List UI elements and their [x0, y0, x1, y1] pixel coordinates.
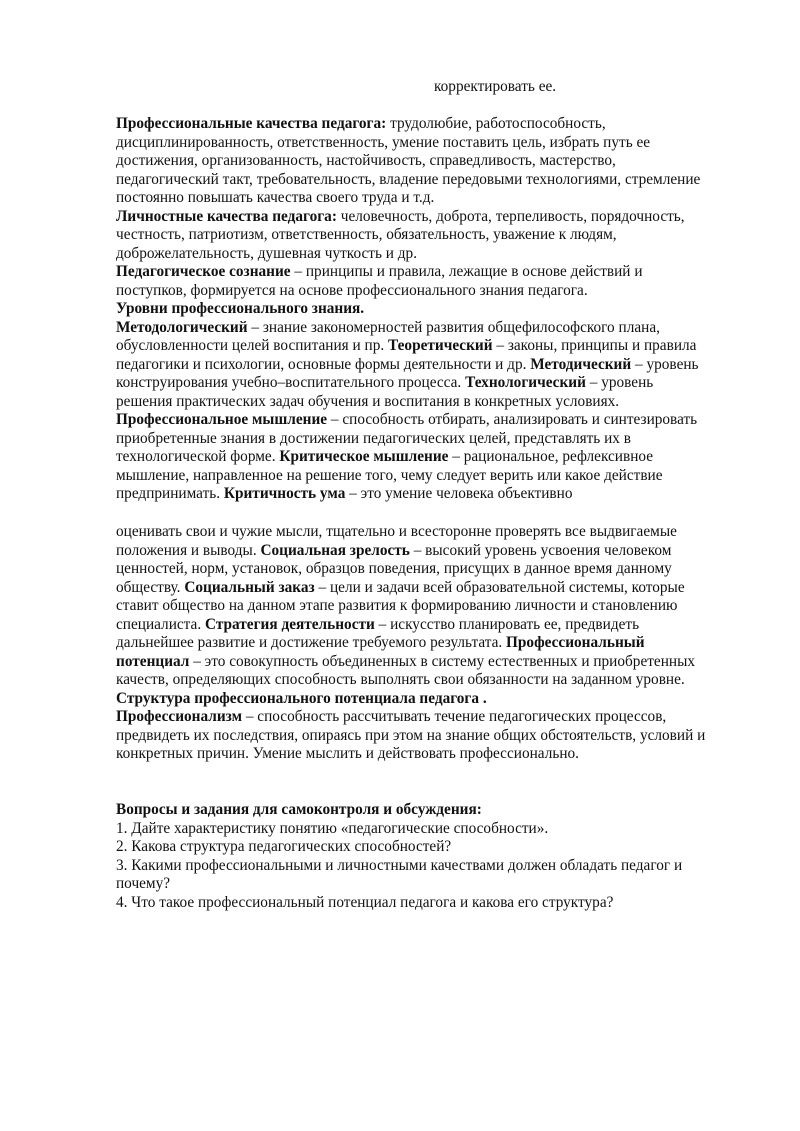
line-text: оценивать свои и чужие мысли, тщательно и всесторонне проверять все выдвигаемые [116, 523, 677, 540]
line-text: обусловленности целей воспитания и пр. [116, 337, 389, 354]
text-line [116, 690, 756, 709]
question-item: 1. Дайте характеристику понятию «педагогические способности». [116, 819, 549, 837]
line-text: качеств, определяющих способность выполнять свои обязанности на заданном уровне. [116, 671, 685, 688]
questions-heading: Вопросы и задания для самоконтроля и обсуждения: [116, 801, 482, 818]
line-text: доброжелательность, душевная чуткость и др. [116, 244, 418, 262]
text-line [116, 356, 756, 375]
line-text: – законы, принципы и правила [492, 337, 697, 354]
text-line [116, 208, 756, 227]
text-line [116, 560, 756, 579]
line-text: приобретенные знания в достижении педагогических целей, представлять их в [116, 429, 631, 447]
bold-term: Структура профессионального потенциала педагога . [116, 689, 487, 707]
line-text: – способность рассчитывать течение педагогических процессов, [242, 708, 667, 725]
text-line [116, 263, 756, 282]
line-text: – принципы и правила, лежащие в основе действий и [290, 263, 643, 280]
bold-term: Социальный заказ [184, 578, 315, 596]
line-text: педагогики и психологии, основные формы деятельности и др. [116, 355, 531, 373]
text-line [116, 226, 756, 245]
continuation-line: корректировать ее. [434, 78, 557, 95]
line-text: специалиста. [116, 615, 205, 633]
text-line [116, 171, 756, 190]
text-line [116, 374, 756, 393]
bold-term: Социальная зрелость [260, 541, 410, 559]
text-line [116, 134, 756, 153]
text-line [116, 579, 756, 598]
bold-term: Методический [530, 355, 632, 373]
bold-term: Педагогическое сознание [116, 263, 291, 280]
line-text: – высокий уровень усвоения человеком [409, 541, 672, 559]
question-item: 4. Что такое профессиональный потенциал педагога и какова его структура? [116, 893, 614, 911]
line-text: ценностей, норм, установок, образцов поведения, присущих в данное время данному [116, 560, 672, 577]
text-line [116, 189, 756, 208]
text-line [116, 485, 756, 504]
line-text: – рациональное, рефлексивное [448, 448, 654, 465]
text-line [116, 430, 756, 449]
line-text: конструирования учебно–воспитательного процесса. [116, 374, 466, 391]
line-text: конкретных причин. Умение мыслить и действовать профессионально. [116, 745, 579, 762]
text-line [116, 411, 756, 430]
line-text: технологической форме. [116, 448, 280, 465]
line-text: предпринимать. [116, 485, 224, 502]
text-line [116, 467, 756, 486]
line-text: – цели и задачи всей образовательной системы, которые [314, 578, 685, 596]
text-line [116, 634, 756, 653]
line-text: – уровень [585, 374, 654, 391]
bold-term: Теоретический [388, 337, 493, 354]
line-text: постоянно повышать качества своего труда и т.д. [116, 189, 435, 206]
line-text: – способность отбирать, анализировать и синтезировать [327, 411, 698, 428]
bold-term: Методологический [116, 318, 248, 336]
text-line [116, 115, 756, 134]
line-text: положения и выводы. [116, 541, 261, 559]
text-line [116, 727, 756, 746]
text-line [116, 708, 756, 727]
bold-term: Личностные качества педагога: [116, 207, 337, 225]
bold-term: Критическое мышление [279, 448, 449, 465]
bold-term: Профессиональные качества педагога: [116, 115, 387, 132]
question-item: 2. Какова структура педагогических способностей? [116, 838, 452, 855]
line-text: педагогический такт, требовательность, владение передовыми технологиями, стремление [116, 170, 701, 188]
question-item: почему? [116, 875, 171, 892]
line-text: дисциплинированность, ответственность, умение поставить цель, избрать путь ее [116, 133, 651, 151]
question-item: 3. Какими профессиональными и личностными качествами должен обладать педагог и [116, 856, 683, 874]
bold-term: Профессиональное мышление [116, 411, 328, 428]
line-text: честность, патриотизм, ответственность, обязательность, уважение к людям, [116, 226, 617, 243]
text-line [116, 245, 756, 264]
text-line [116, 542, 756, 561]
bold-term: Профессионализм [116, 708, 242, 725]
line-text: – знание закономерностей развития общефилософского плана, [247, 318, 660, 336]
bold-term: Уровни профессионального знания. [116, 300, 365, 317]
line-text: достижения, организованность, настойчивость, справедливость, мастерство, [116, 152, 616, 169]
text-line [116, 745, 756, 764]
main-text-block-2 [116, 523, 756, 764]
line-text: – искусство планировать ее, предвидеть [374, 615, 640, 633]
bold-term: Профессиональный [506, 634, 645, 651]
line-text: человечность, доброта, терпеливость, порядочность, [336, 207, 685, 225]
text-line [116, 671, 756, 690]
line-text: обществу. [116, 578, 185, 596]
bold-term: Критичность ума [223, 485, 346, 502]
bold-term: потенциал [116, 652, 190, 670]
text-line [116, 653, 756, 672]
text-line [116, 300, 756, 319]
line-text: поступков, формируется на основе профессионального знания педагога. [116, 281, 588, 299]
text-line [116, 448, 756, 467]
text-line [116, 152, 756, 171]
line-text: дальнейшее развитие и достижение требуемого результата. [116, 634, 507, 651]
line-text: решения практических задач обучения и воспитания в конкретных условиях. [116, 392, 620, 410]
text-line [116, 393, 756, 412]
line-text: мышление, направленное на решение того, чему следует верить или какое действие [116, 466, 663, 484]
questions-section [116, 801, 756, 912]
text-line [116, 282, 756, 301]
line-text: трудолюбие, работоспособность, [386, 115, 606, 132]
bold-term: Технологический [465, 374, 586, 391]
text-line [116, 337, 756, 356]
line-text: – это умение человека объективно [345, 485, 573, 502]
text-line [116, 616, 756, 635]
text-line [116, 319, 756, 338]
line-text: предвидеть их последствия, опираясь при этом на знание общих обстоятельств, условий и [116, 726, 706, 744]
line-text: – это совокупность объединенных в систему естественных и приобретенных [189, 652, 696, 670]
text-line [116, 523, 756, 542]
line-text: ставит общество на данном этапе развития к формированию личности и становлению [116, 597, 678, 614]
line-text: – уровень [631, 355, 699, 373]
main-text-block-1 [116, 115, 756, 504]
text-line [116, 597, 756, 616]
bold-term: Стратегия деятельности [204, 615, 375, 633]
